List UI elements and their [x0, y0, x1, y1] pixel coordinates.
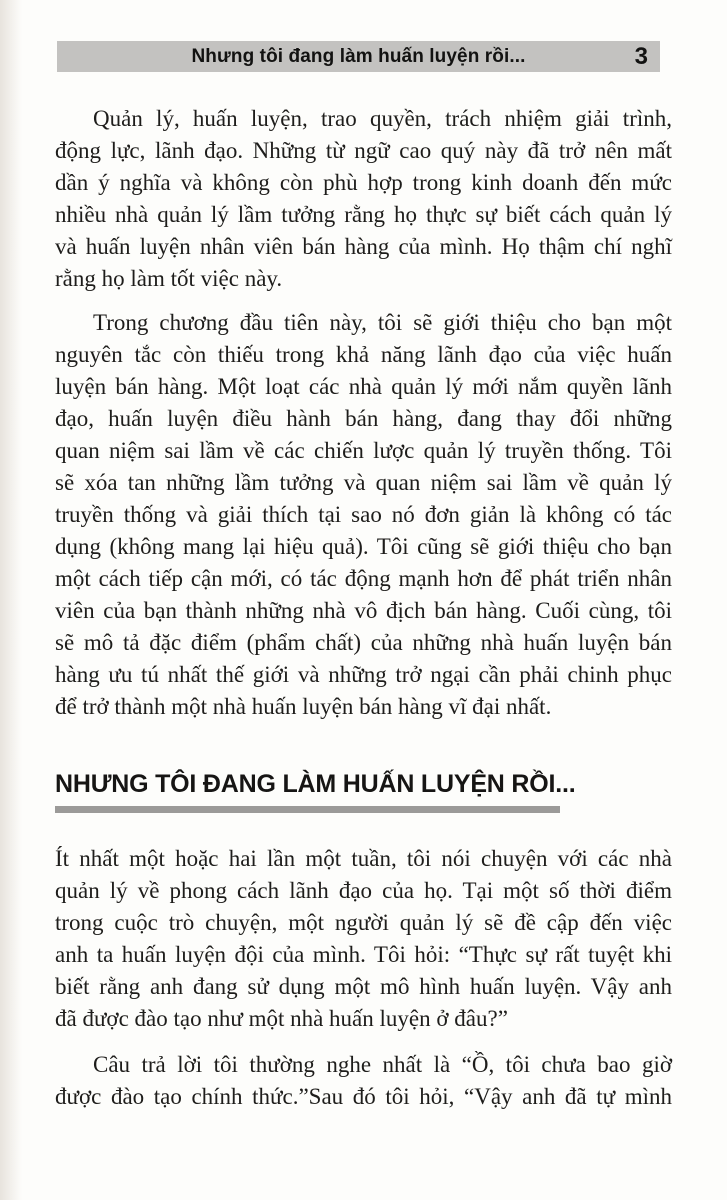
- section-heading-block: [55, 767, 672, 813]
- paragraph-line: dần ý nghĩa và không còn phù hợp trong kinh doanh đến mức: [55, 170, 672, 195]
- paragraph-line: đạo, huấn luyện điều hành bán hàng, đang thay đổi những: [55, 406, 672, 431]
- page-gutter-shadow: [0, 0, 22, 1200]
- paragraph-line: viên của bạn thành những nhà vô địch bán hàng. Cuối cùng, tôi: [55, 598, 672, 623]
- paragraph-line: Ít nhất một hoặc hai lần một tuần, tôi nói chuyện với các nhà: [55, 846, 672, 871]
- paragraph-line: hàng ưu tú nhất thế giới và những trở ngại cần phải chinh phục: [55, 662, 672, 687]
- paragraph-line: quan niệm sai lầm về các chiến lược quản lý truyền thống. Tôi: [55, 438, 672, 463]
- paragraph-line: Quản lý, huấn luyện, trao quyền, trách nhiệm giải trình,: [93, 106, 672, 131]
- paragraph-line: được đào tạo chính thức.”Sau đó tôi hỏi, “Vậy anh đã tự mình: [55, 1084, 672, 1109]
- paragraph: [55, 103, 672, 295]
- paragraph-line: để trở thành một nhà huấn luyện bán hàng vĩ đại nhất.: [55, 694, 552, 719]
- paragraph-line: truyền thống và giải thích tại sao nó đơn giản là không có tác: [55, 502, 672, 527]
- paragraph-line: rằng họ làm tốt việc này.: [55, 266, 283, 291]
- paragraph-line: Trong chương đầu tiên này, tôi sẽ giới thiệu cho bạn một: [93, 310, 672, 335]
- section-heading-underline: [55, 806, 560, 813]
- paragraph-line: quản lý về phong cách lãnh đạo của họ. Tại một số thời điểm: [55, 878, 672, 903]
- paragraph-line: đã được đào tạo như một nhà huấn luyện ở đâu?”: [55, 1006, 508, 1031]
- paragraph-line: luyện bán hàng. Một loạt các nhà quản lý mới nắm quyền lãnh: [55, 374, 672, 399]
- paragraph: [55, 307, 672, 723]
- paragraph-line: anh ta huấn luyện đội của mình. Tôi hỏi: “Thực sự rất tuyệt khi: [55, 942, 672, 967]
- paragraph-line: sẽ xóa tan những lầm tưởng và quan niệm sai lầm về quản lý: [55, 470, 672, 495]
- paragraph-line: sẽ mô tả đặc điểm (phẩm chất) của những nhà huấn luyện bán: [55, 630, 672, 655]
- paragraph: [55, 843, 672, 1035]
- paragraph: [55, 1049, 672, 1113]
- paragraph-line: Câu trả lời tôi thường nghe nhất là “Ồ, tôi chưa bao giờ: [93, 1052, 672, 1077]
- intro-paragraphs: [55, 103, 672, 723]
- paragraph-line: động lực, lãnh đạo. Những từ ngữ cao quý này đã trở nên mất: [55, 138, 672, 163]
- paragraph-line: trong cuộc trò chuyện, một người quản lý sẽ đề cập đến việc: [55, 910, 672, 935]
- paragraph-line: và huấn luyện nhân viên bán hàng của mình. Họ thậm chí nghĩ: [55, 234, 672, 259]
- section-heading: NHƯNG TÔI ĐANG LÀM HUẤN LUYỆN RỒI...: [55, 770, 576, 798]
- running-header-title: Nhưng tôi đang làm huấn luyện rồi...: [191, 45, 526, 67]
- section-paragraphs: [55, 843, 672, 1113]
- running-header: [57, 41, 660, 72]
- page-body: [55, 103, 672, 1113]
- paragraph-line: dụng (không mang lại hiệu quả). Tôi cũng sẽ giới thiệu cho bạn: [55, 534, 672, 559]
- paragraph-line: nhiều nhà quản lý lầm tưởng rằng họ thực sự biết cách quản lý: [55, 202, 672, 227]
- paragraph-line: biết rằng anh đang sử dụng một mô hình huấn luyện. Vậy anh: [55, 974, 672, 999]
- paragraph-line: nguyên tắc còn thiếu trong khả năng lãnh đạo của việc huấn: [55, 342, 672, 367]
- paragraph-line: một cách tiếp cận mới, có tác động mạnh hơn để phát triển nhân: [55, 566, 672, 591]
- page-number: 3: [634, 42, 648, 70]
